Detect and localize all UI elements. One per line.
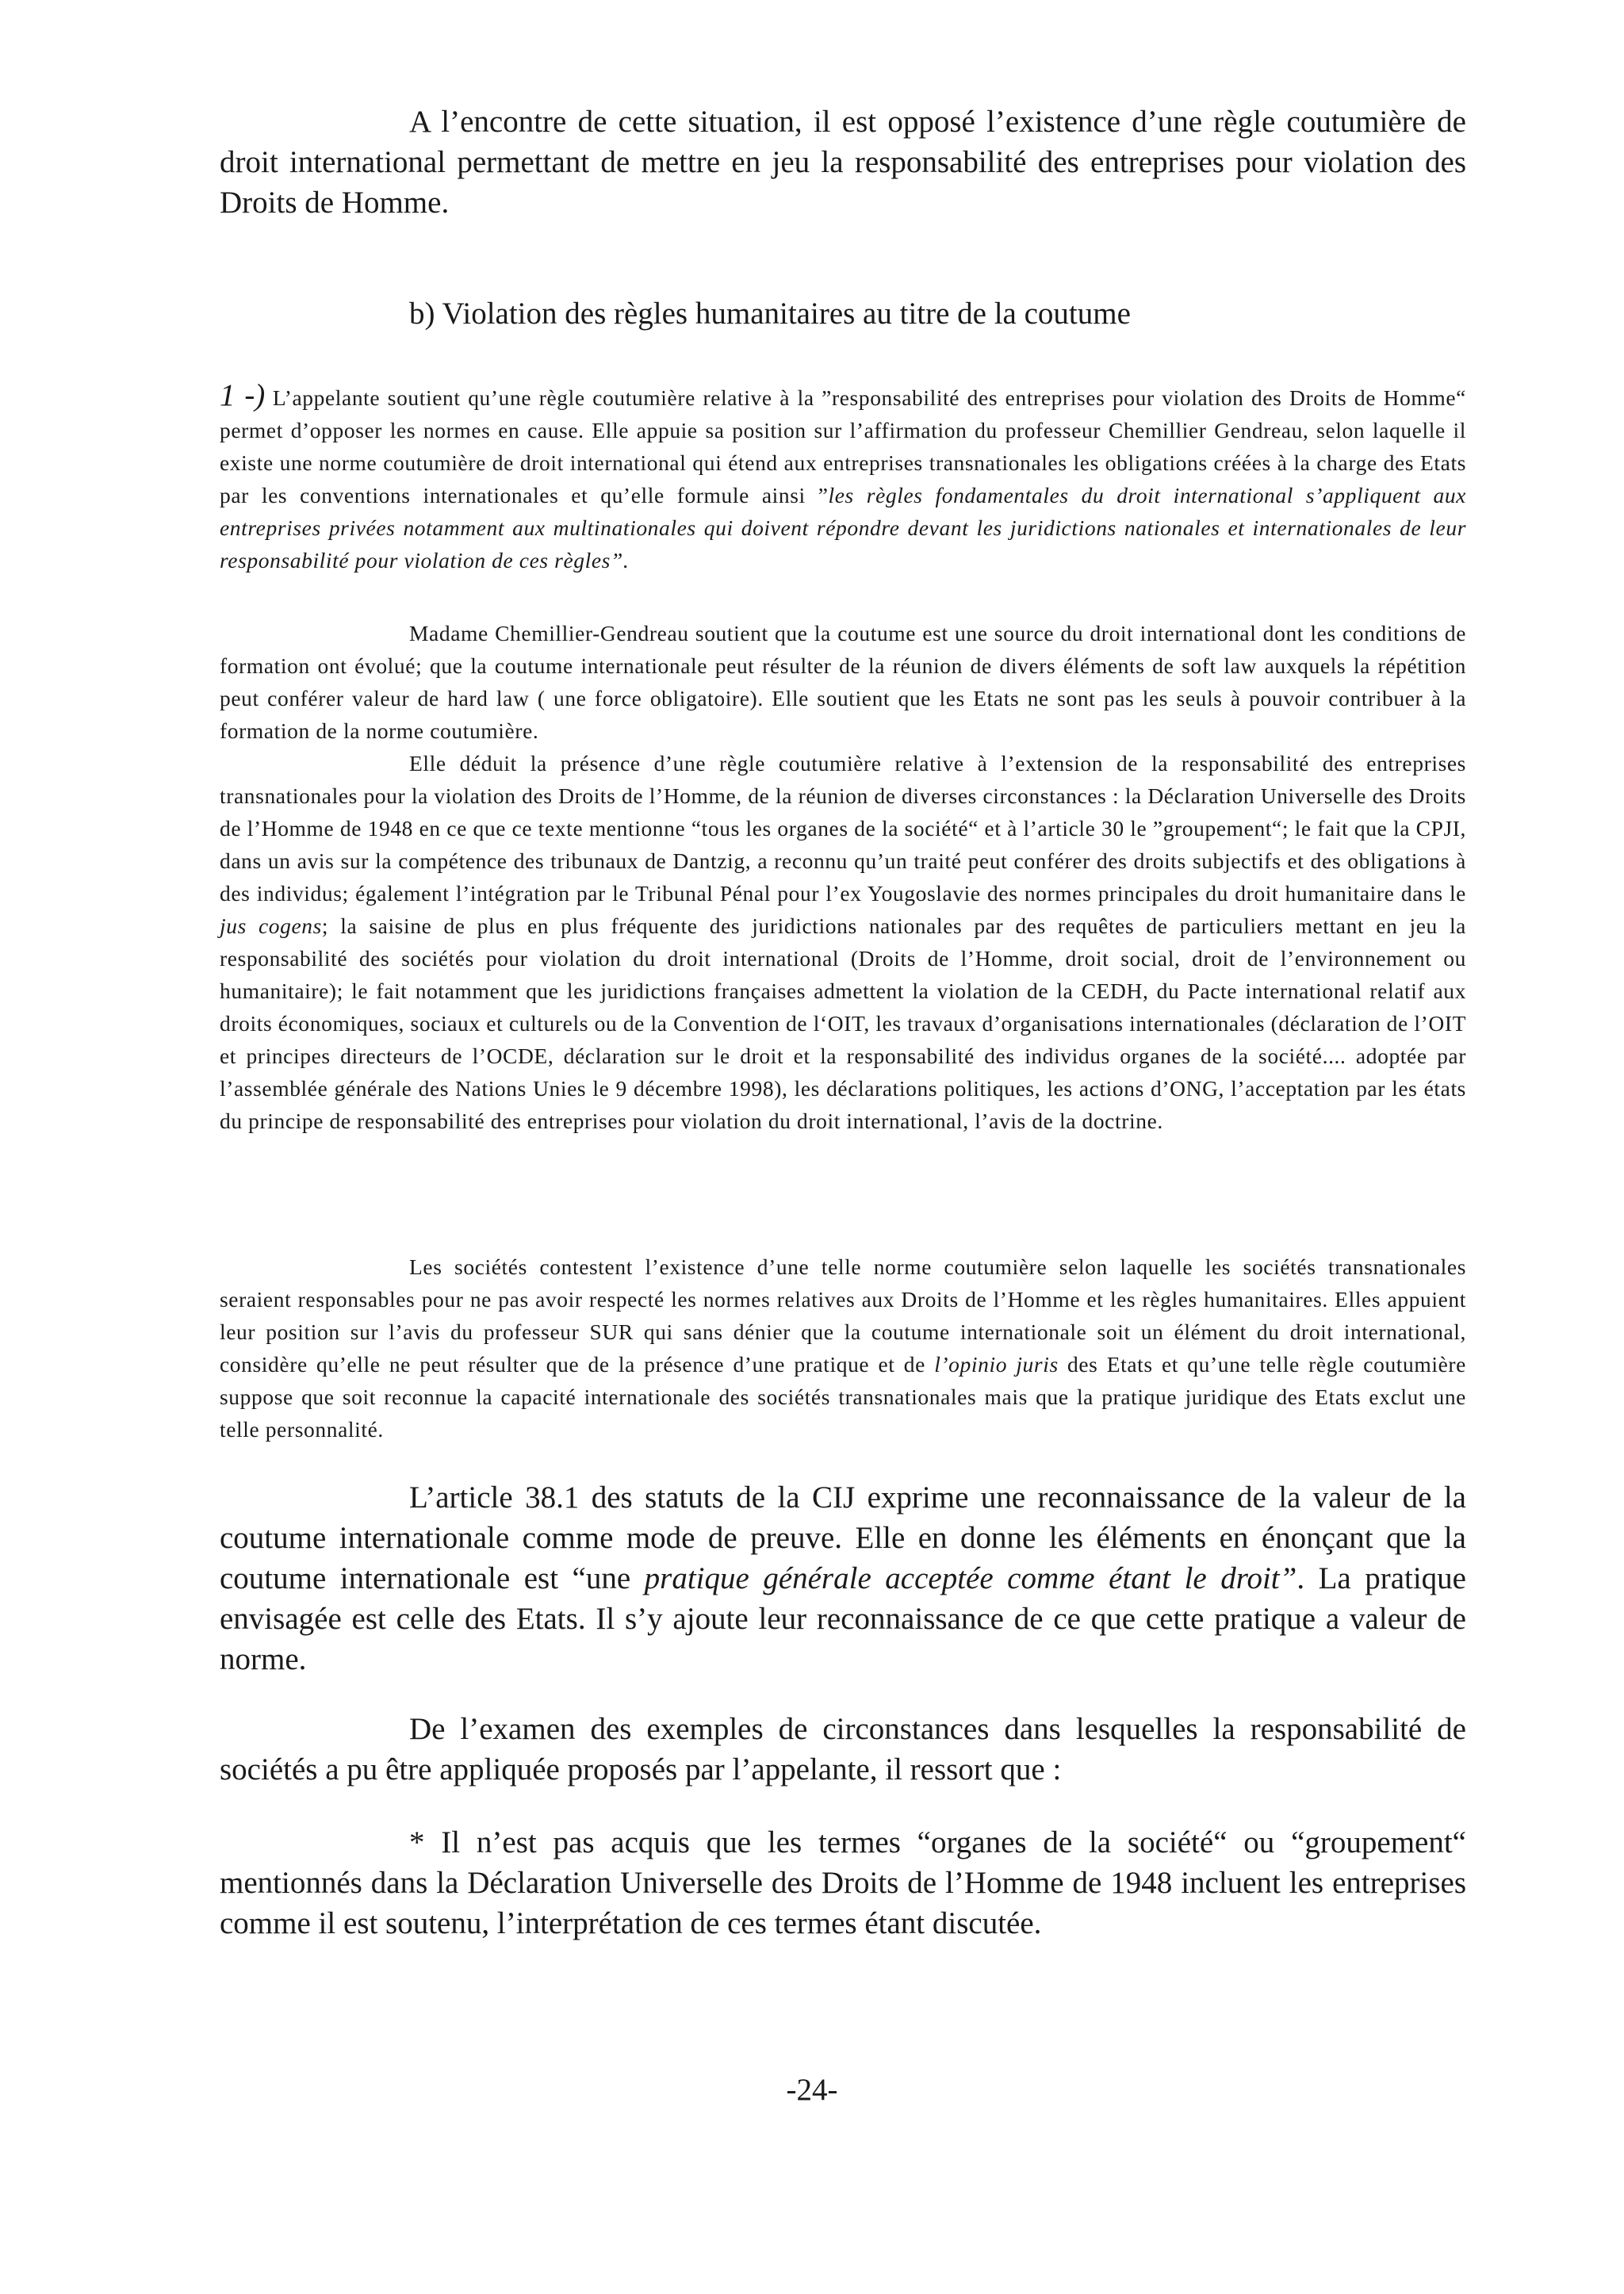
section-heading: b) Violation des règles humanitaires au titre de la coutume [409,297,1131,331]
paragraph-appellant-claim [220,379,1466,576]
paragraph-companies-contest [220,1250,1466,1446]
deduction-text-1: Elle déduit la présence d’une règle coutumière relative à l’extension de la responsabilité des entreprises transnationales pour la violation des Droits de l’Homme, de la réunion de diverses circonstances : la Déclaration Universelle des Droits de l’Homme de 1948 en ce que ce texte mentionne “tous les organes de la société“ et à l’article 30 le ”groupement“; le fait que la CPJI, dans un avis sur la compétence des tribunaux de Dantzig, a reconnu qu’un traité peut conférer des droits subjectifs et des obligations à des individus; également l’intégration par le Tribunal Pénal pour l’ex Yougoslavie des normes principales du droit humanitaire dans le [220,751,1466,906]
paragraph-chemillier: Madame Chemillier-Gendreau soutient que la coutume est une source du droit international dont les conditions de formation ont évolué; que la coutume internationale peut résulter de la réunion de divers éléments de soft law auxquels la répétition peut conférer valeur de hard law ( une force obligatoire). Elle soutient que les Etats ne sont pas les seuls à pouvoir contribuer à la formation de la norme coutumière. [220,621,1466,743]
article-text-1: L’article 38.1 des statuts de la CIJ exprime une reconnaissance de la valeur de la coutume internationale comme mode de preuve. Elle en donne les éléments en énonçant que la coutume internationale est “une [220,1480,1466,1595]
custom-definition-quote: pratique générale acceptée comme étant le droit” [644,1561,1297,1595]
paragraph-number: 1 -) [220,378,266,412]
paragraph-text: L’appelante soutient qu’une règle coutumière relative à la ”responsabilité des entreprises pour violation des Droits de Homme“ permet d’opposer les normes en cause. Elle appuie sa position sur l’affirmation du professeur Chemillier Gendreau, selon laquelle il existe une norme coutumière de droit international qui étend aux entreprises transnationales les obligations créées à la charge des Etats par les conventions internationales et qu’elle formule ainsi ” [220,385,1466,507]
quoted-rule: les règles fondamentales du droit international s’appliquent aux entreprises privées notamment aux multinationales qui doivent répondre devant les juridictions nationales et internationales de leur responsabilité pour violation de ces règles”. [220,483,1466,573]
paragraph-deduction [220,747,1466,1137]
paragraph-intro: A l’encontre de cette situation, il est opposé l’existence d’une règle coutumière de droit international permettant de mettre en jeu la responsabilité des entreprises pour violation des Droits de Homme. [220,105,1466,220]
paragraph-bullet-declaration: * Il n’est pas acquis que les termes “organes de la société“ ou “groupement“ mentionnés dans la Déclaration Universelle des Droits de l’Homme de 1948 incluent les entreprises comme il est soutenu, l’interprétation de ces termes étant discutée. [220,1825,1466,1940]
paragraph-article-38 [220,1477,1466,1679]
article-text-2: . La pratique envisagée est celle des Etats. Il s’y ajoute leur reconnaissance de ce que cette pratique a valeur de norme. [220,1561,1466,1676]
page-number: -24- [786,2073,838,2107]
jus-cogens-term: jus cogens [220,913,322,938]
paragraph-examination: De l’examen des exemples de circonstances dans lesquelles la responsabilité de sociétés a pu être appliquée proposés par l’appelante, il ressort que : [220,1712,1466,1787]
contest-text-2: des Etats et qu’une telle règle coutumière suppose que soit reconnue la capacité internationale des sociétés transnationales mais que la pratique juridique des Etats exclut une telle personnalité. [220,1352,1466,1442]
deduction-text-2: ; la saisine de plus en plus fréquente des juridictions nationales par des requêtes de particuliers mettant en jeu la responsabilité des sociétés pour violation du droit international (Droits de l’Homme, droit social, droit de l’environnement ou humanitaire); le fait notamment que les juridictions françaises admettent la violation de la CEDH, du Pacte international relatif aux droits économiques, sociaux et culturels ou de la Convention de l‘OIT, les travaux d’organisations internationales (déclaration de l’OIT et principes directeurs de l’OCDE, déclaration sur le droit et la responsabilité des individus organes de la société.... adoptée par l’assemblée générale des Nations Unies le 9 décembre 1998), les déclarations politiques, les actions d’ONG, l’acceptation par les états du principe de responsabilité des entreprises pour violation du droit international, l’avis de la doctrine. [220,913,1466,1133]
contest-text-1: Les sociétés contestent l’existence d’une telle norme coutumière selon laquelle les sociétés transnationales seraient responsables pour ne pas avoir respecté les normes relatives aux Droits de l’Homme et les règles humanitaires. Elles appuient leur position sur l’avis du professeur SUR qui sans dénier que la coutume internationale soit un élément du droit international, considère qu’elle ne peut résulter que de la présence d’une pratique et de [220,1254,1466,1377]
opinio-juris-term: l’opinio juris [934,1352,1059,1377]
